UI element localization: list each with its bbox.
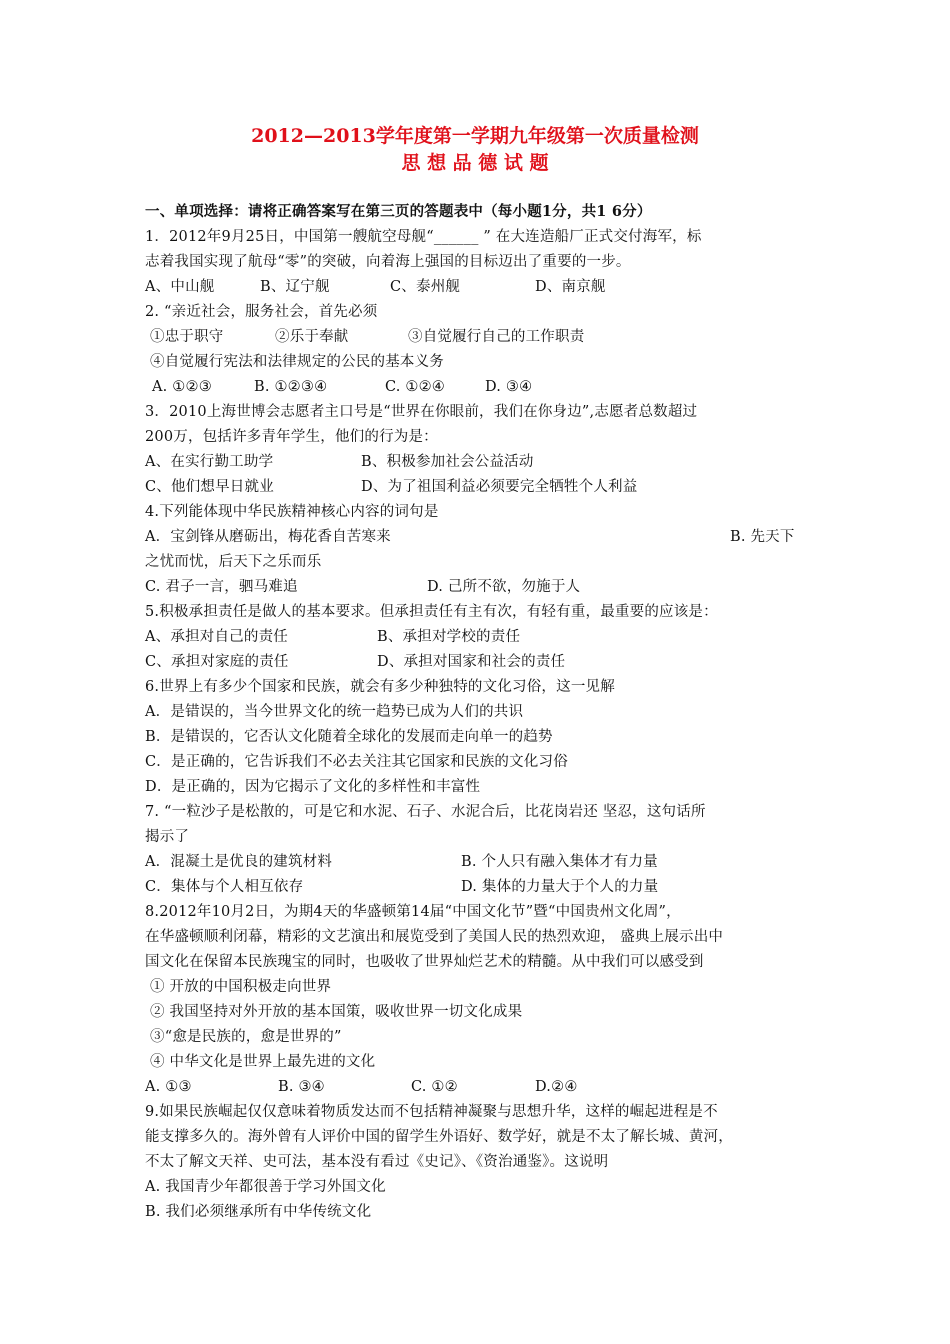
q5-option-a: A、承担对自己的责任 — [145, 629, 288, 645]
q4-option-a: A．宝剑锋从磨砺出，梅花香自苦寒来 — [145, 529, 391, 545]
q5-option-d: D、承担对国家和社会的责任 — [377, 654, 566, 670]
q6-option-a: A．是错误的，当今世界文化的统一趋势已成为人们的共识 — [145, 704, 524, 720]
q1-option-b: B、辽宁舰 — [260, 279, 330, 295]
q1-option-c: C、泰州舰 — [390, 279, 461, 295]
q3-stem-line2: 200万，包括许多青年学生，他们的行为是： — [145, 429, 438, 445]
q9-stem-line2: 能支撑多久的。海外曾有人评价中国的留学生外语好、数学好，就是不太了解长城、黄河， — [145, 1129, 733, 1145]
q8-stem-line2: 在华盛顿顺利闭幕，精彩的文艺演出和展览受到了美国人民的热烈欢迎， 盛典上展示出中 — [145, 929, 724, 945]
q3-stem-line1: 3．2010上海世博会志愿者主口号是“世界在你眼前，我们在你身边”,志愿者总数超过 — [145, 404, 698, 420]
q4-option-b-continued: 之忧而忧，后天下之乐而乐 — [145, 554, 322, 570]
q1-stem-line1: 1．2012年9月25日，中国第一艘航空母舰“______ ” 在大连造船厂正式交付海军，标 — [145, 229, 702, 245]
q6-stem: 6.世界上有多少个国家和民族，就会有多少种独特的文化习俗，这一见解 — [145, 679, 615, 695]
q2-option-c: C. ①②④ — [385, 379, 445, 395]
exam-title: 2012—2013学年度第一学期九年级第一次质量检测 — [251, 125, 699, 147]
q8-stem-line1: 8.2012年10月2日，为期4天的华盛顿第14届“中国文化节”暨“中国贵州文化周”， — [145, 904, 681, 920]
q8-option-a: A. ①③ — [145, 1079, 192, 1095]
q7-option-b: B. 个人只有融入集体才有力量 — [461, 854, 658, 870]
q3-option-a: A、在实行勤工助学 — [145, 454, 274, 470]
q8-item-4: ④ 中华文化是世界上最先进的文化 — [150, 1054, 376, 1070]
q8-item-1: ① 开放的中国积极走向世界 — [150, 979, 332, 995]
q5-stem: 5.积极承担责任是做人的基本要求。但承担责任有主有次，有轻有重，最重要的应该是： — [145, 604, 718, 620]
q2-item-1: ①忠于职守 — [150, 329, 224, 345]
q1-option-d: D、南京舰 — [535, 279, 606, 295]
q1-option-a: A、中山舰 — [145, 279, 215, 295]
q2-stem: 2. “亲近社会，服务社会，首先必须 — [145, 304, 378, 320]
q3-option-b: B、积极参加社会公益活动 — [361, 454, 534, 470]
q7-option-d: D. 集体的力量大于个人的力量 — [461, 879, 659, 895]
q9-stem-line3: 不太了解文天祥、史可法，基本没有看过《史记》、《资治通鉴》。这说明 — [145, 1154, 609, 1170]
q7-option-a: A．混凝土是优良的建筑材料 — [145, 854, 333, 870]
q9-option-b: B. 我们必须继承所有中华传统文化 — [145, 1204, 372, 1220]
q6-option-d: D．是正确的，因为它揭示了文化的多样性和丰富性 — [145, 779, 481, 795]
q7-stem-line1: 7. “一粒沙子是松散的，可是它和水泥、石子、水泥合后，比花岗岩还 坚忍，这句话所 — [145, 804, 706, 820]
q2-option-d: D. ③④ — [485, 379, 533, 395]
q2-item-3: ③自觉履行自己的工作职责 — [408, 329, 585, 345]
q4-option-c: C. 君子一言，驷马难追 — [145, 579, 298, 595]
q8-option-d: D.②④ — [535, 1079, 578, 1095]
q8-stem-line3: 国文化在保留本民族瑰宝的同时，也吸收了世界灿烂艺术的精髓。从中我们可以感受到 — [145, 954, 704, 970]
q9-option-a: A. 我国青少年都很善于学习外国文化 — [145, 1179, 386, 1195]
q8-item-3: ③“愈是民族的，愈是世界的” — [150, 1029, 342, 1045]
q4-option-d: D. 己所不欲，勿施于人 — [427, 579, 581, 595]
q7-stem-line2: 揭示了 — [145, 829, 190, 845]
q1-stem-line2: 志着我国实现了航母“零”的突破，向着海上强国的目标迈出了重要的一步。 — [145, 254, 631, 270]
q2-option-a: A. ①②③ — [152, 379, 212, 395]
section-heading: 一、单项选择：请将正确答案写在第三页的答题表中（每小题1分，共1 6分） — [145, 203, 652, 220]
q5-option-c: C、承担对家庭的责任 — [145, 654, 289, 670]
q3-option-c: C、他们想早日就业 — [145, 479, 274, 495]
q2-item-2: ②乐于奉献 — [275, 329, 349, 345]
q4-stem: 4.下列能体现中华民族精神核心内容的词句是 — [145, 504, 439, 520]
q8-option-b: B. ③④ — [278, 1079, 325, 1095]
q4-option-b: B. 先天下 — [730, 529, 795, 545]
q7-option-c: C．集体与个人相互依存 — [145, 879, 304, 895]
q2-option-b: B. ①②③④ — [254, 379, 328, 395]
q6-option-c: C．是正确的，它告诉我们不必去关注其它国家和民族的文化习俗 — [145, 754, 568, 770]
q9-stem-line1: 9.如果民族崛起仅仅意味着物质发达而不包括精神凝聚与思想升华，这样的崛起进程是不 — [145, 1104, 718, 1120]
q3-option-d: D、为了祖国利益必须要完全牺牲个人利益 — [361, 479, 638, 495]
q8-item-2: ② 我国坚持对外开放的基本国策，吸收世界一切文化成果 — [150, 1004, 523, 1020]
q6-option-b: B．是错误的，它否认文化随着全球化的发展而走向单一的趋势 — [145, 729, 553, 745]
exam-subtitle: 思 想 品 德 试 题 — [401, 152, 549, 174]
q5-option-b: B、承担对学校的责任 — [377, 629, 521, 645]
q2-item-4: ④自觉履行宪法和法律规定的公民的基本义务 — [150, 354, 444, 370]
q8-option-c: C. ①② — [411, 1079, 458, 1095]
